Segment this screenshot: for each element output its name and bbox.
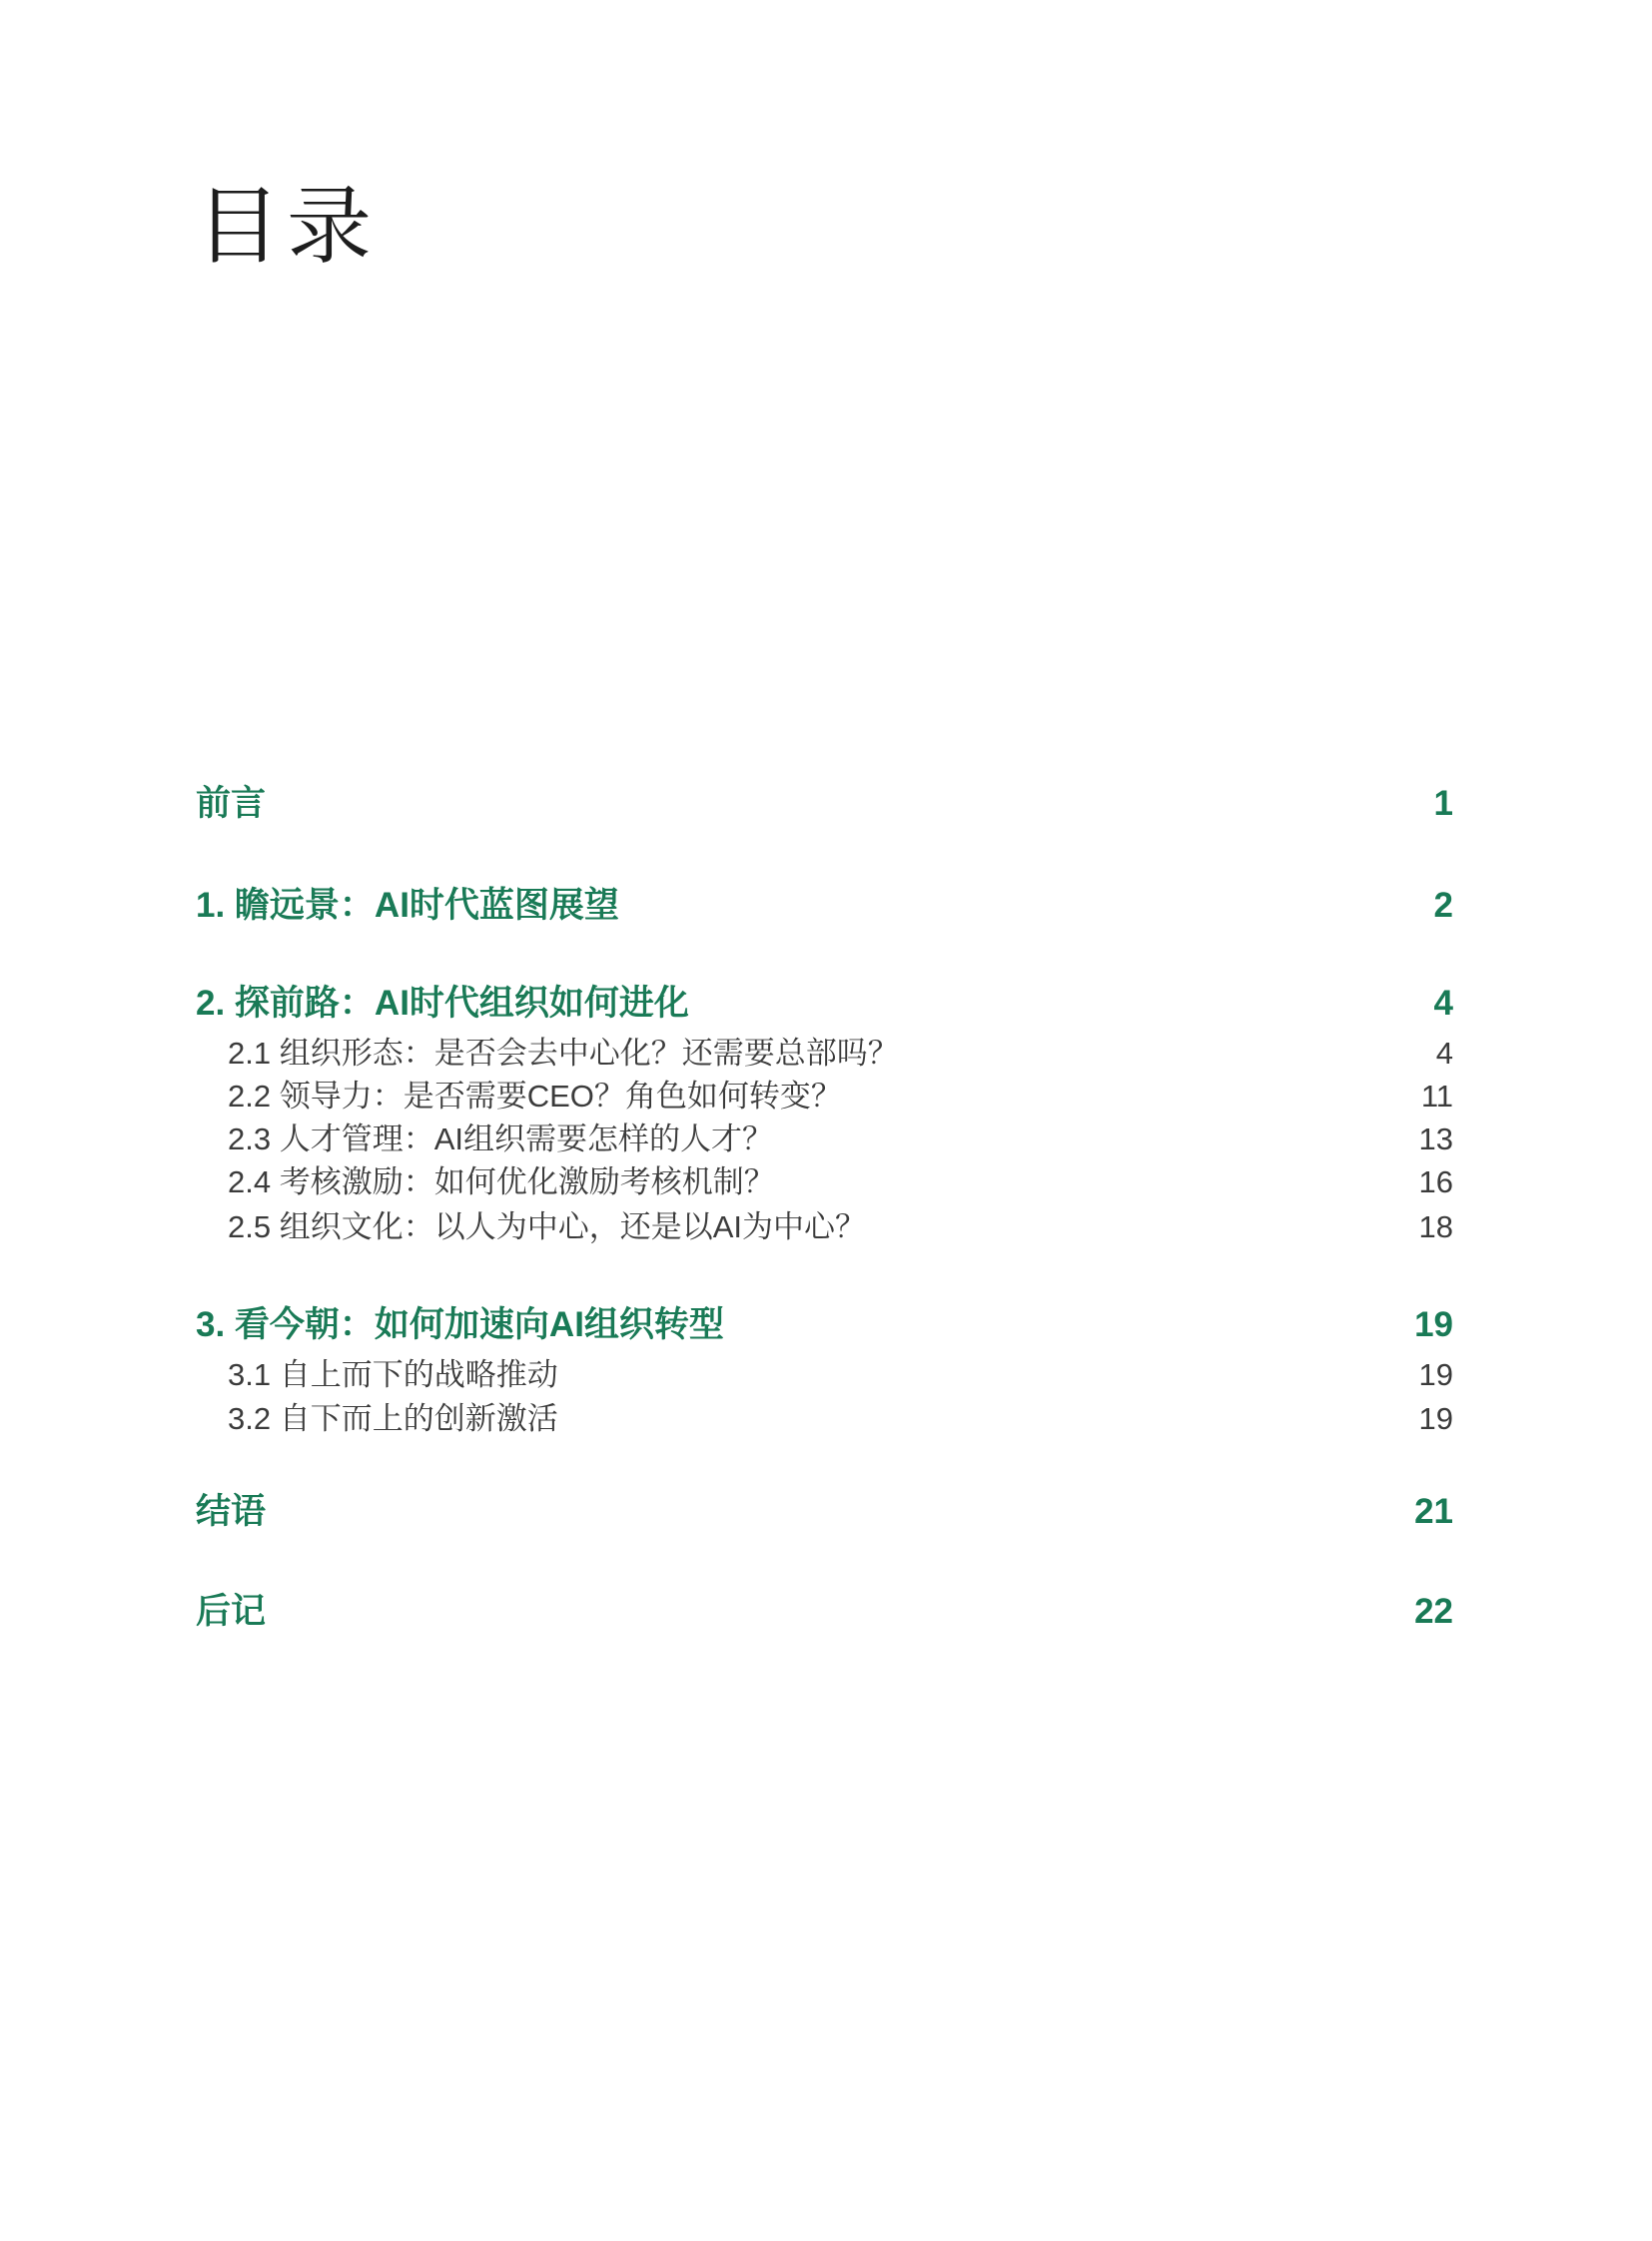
toc-item-page: 19 [1418, 1401, 1453, 1436]
toc-item-page: 16 [1418, 1164, 1453, 1199]
toc-item-page: 1 [1433, 784, 1453, 823]
toc-item-page: 11 [1420, 1079, 1453, 1114]
toc-item-page: 18 [1418, 1209, 1453, 1244]
toc-item-section-3-2 [196, 1402, 1453, 1436]
toc-item-page: 4 [1433, 984, 1453, 1023]
toc-item-page: 21 [1414, 1492, 1453, 1531]
toc-item-label: 3.1 自上而下的战略推动 [228, 1357, 558, 1392]
toc-item-label: 前言 [196, 784, 267, 823]
toc-item-label: 2. 探前路：AI时代组织如何进化 [196, 984, 689, 1023]
toc-item-page: 4 [1435, 1036, 1453, 1071]
toc-item-section-3-1 [196, 1358, 1453, 1392]
toc-item-section-3 [196, 1306, 1453, 1345]
toc-item-page: 19 [1418, 1357, 1453, 1392]
toc-item-label: 结语 [196, 1492, 267, 1531]
toc-item-section-2-5 [196, 1210, 1453, 1244]
toc-item-section-2-2 [196, 1080, 1453, 1114]
toc-item-section-1 [196, 887, 1453, 926]
toc-item-label: 2.5 组织文化：以人为中心，还是以AI为中心？ [228, 1209, 866, 1244]
toc-item-label: 2.1 组织形态：是否会去中心化？还需要总部吗？ [228, 1036, 899, 1071]
toc-item-label: 2.2 领导力：是否需要CEO？角色如何转变？ [228, 1079, 842, 1114]
toc-item-section-2 [196, 985, 1453, 1024]
toc-item-label: 2.4 考核激励：如何优化激励考核机制？ [228, 1164, 775, 1199]
toc-item-postscript [196, 1593, 1453, 1632]
toc-item-label: 1. 瞻远景：AI时代蓝图展望 [196, 886, 619, 925]
toc-item-page: 2 [1433, 886, 1453, 925]
toc-item-label: 后记 [196, 1592, 267, 1631]
toc-item-page: 13 [1418, 1121, 1453, 1156]
toc-item-page: 19 [1414, 1305, 1453, 1344]
toc-item-section-2-3 [196, 1122, 1453, 1156]
toc-item-foreword [196, 785, 1453, 824]
toc-item-conclusion [196, 1493, 1453, 1532]
toc-item-label: 3. 看今朝：如何加速向AI组织转型 [196, 1305, 724, 1344]
toc-item-page: 22 [1414, 1592, 1453, 1631]
toc-item-label: 3.2 自下而上的创新激活 [228, 1401, 558, 1436]
toc-item-section-2-1 [196, 1037, 1453, 1071]
toc-item-label: 2.3 人才管理：AI组织需要怎样的人才？ [228, 1121, 773, 1156]
page-title: 目录 [196, 181, 379, 275]
toc-item-section-2-4 [196, 1165, 1453, 1199]
